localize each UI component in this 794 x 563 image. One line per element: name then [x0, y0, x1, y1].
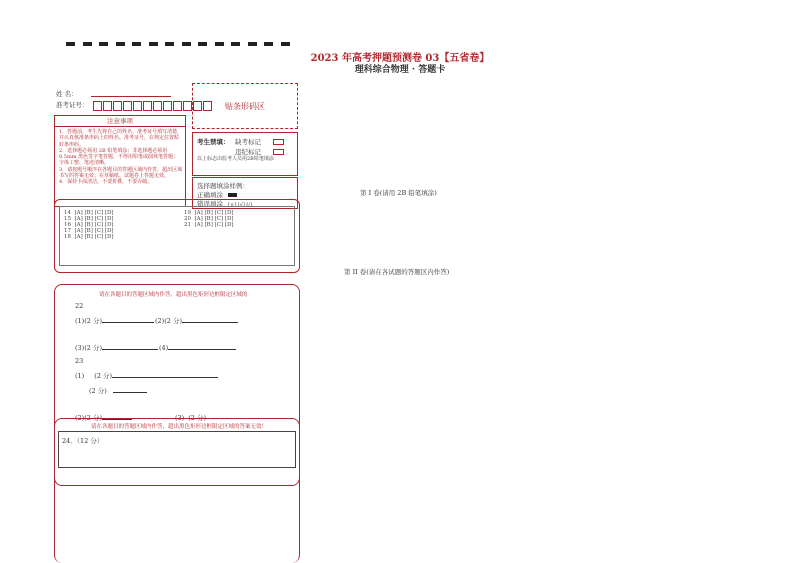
q22-part3: (3)(2 分): [75, 343, 158, 352]
multiple-choice-frame: [54, 199, 300, 273]
barcode-label: 贴条形码区: [225, 101, 265, 111]
exam-status-box: [192, 132, 298, 176]
page-title: 2023 年高考押题预测卷 03【五省卷】: [310, 53, 490, 64]
q24-answer-box[interactable]: [58, 431, 296, 468]
answer-frame-24: [54, 418, 300, 563]
answer-blank[interactable]: [168, 343, 236, 350]
mc-right-column: [184, 210, 234, 228]
page-subtitle: 理科综合物理 · 答题卡: [354, 65, 446, 75]
q23-part1: (1) (2 分): [75, 371, 218, 380]
q23-part1c: (2 分): [89, 386, 147, 395]
question-number: 23: [75, 357, 84, 365]
exam-status-note: 以上标志由监考人员用2B铅笔填涂: [197, 156, 274, 162]
notice-body: [59, 129, 183, 186]
q22-part4: (4): [159, 343, 236, 352]
answer-blank[interactable]: [112, 371, 162, 378]
mc-row[interactable]: 14 [A] [B] [C] [D]: [64, 210, 114, 216]
q22-part1: (1)(2 分): [75, 316, 154, 325]
answer-blank[interactable]: [162, 371, 218, 378]
name-field[interactable]: [91, 96, 171, 97]
fill-example-title: 选择题填涂样例：: [197, 182, 249, 190]
notice-item: 1．答题前，考生先将自己的姓名，准考证号填写清楚，并认真核准条形码上的姓名、准考证号，在规定位置贴好条形码。: [59, 129, 183, 148]
correct-fill-sample: [228, 193, 237, 197]
answer-blank[interactable]: [102, 316, 154, 323]
correct-fill-label: 正确填涂: [197, 191, 223, 199]
name-label: 姓 名：: [56, 90, 78, 98]
question-number: 24．: [62, 437, 77, 445]
notice-box: [54, 115, 186, 207]
notice-item: 3．请按题号顺序在各题目的答题区域内作答，超出区域书写的答案无效；在草稿纸、试题卷上答题无效。: [59, 166, 183, 180]
mc-row[interactable]: 21 [A] [B] [C] [D]: [184, 222, 234, 228]
part2-note: 第 II 卷(请在各试题的答题区内作答): [344, 268, 450, 276]
q22-part2: (2)(2 分): [155, 316, 238, 325]
answer-blank[interactable]: [182, 316, 238, 323]
mc-row[interactable]: 20 [A] [B] [C] [D]: [184, 216, 234, 222]
q23-part3: (3) (2 分): [175, 414, 206, 422]
notice-title: 注意事项: [55, 116, 185, 127]
violation-label: 违纪标记: [235, 148, 261, 156]
exam-status-title: 考生禁填：: [197, 138, 230, 146]
answer-blank[interactable]: [102, 343, 158, 350]
answer-blank[interactable]: [113, 386, 147, 393]
question-score: （12 分）: [76, 437, 104, 445]
mc-row[interactable]: 17 [A] [B] [C] [D]: [64, 228, 114, 234]
wrong-fill-label: 错误填涂: [197, 200, 223, 208]
exam-number-label: 准考证号：: [56, 101, 89, 109]
absent-checkbox[interactable]: [273, 139, 284, 145]
mc-row[interactable]: 18 [A] [B] [C] [D]: [64, 234, 114, 240]
mc-row[interactable]: 15 [A] [B] [C] [D]: [64, 216, 114, 222]
q23-part2: (2)(2 分): [75, 413, 132, 422]
mc-row[interactable]: 19 [A] [B] [C] [D]: [184, 210, 234, 216]
answer-instruction: 请在各题目的答题区域内作答，超出黑色矩形边框限定区域的: [99, 292, 248, 298]
part1-note: 第 I 卷(请用 2B 铅笔填涂): [360, 189, 437, 197]
top-dash-marker: [66, 42, 290, 48]
answer-instruction: 请在各题目的答题区域内作答，超出黑色矩形边框限定区域的答案无效！: [91, 424, 268, 430]
wrong-fill-sample: [×] [√] [/]: [228, 202, 253, 208]
barcode-area: [192, 83, 298, 129]
mc-row[interactable]: 16 [A] [B] [C] [D]: [64, 222, 114, 228]
multiple-choice-grid: [59, 206, 295, 266]
violation-checkbox[interactable]: [273, 149, 284, 155]
absent-label: 缺考标记: [235, 138, 261, 146]
question-number: 22: [75, 302, 84, 310]
notice-item: 2．选择题必须用 2B 铅笔填涂；非选择题必须用 0.5mm 黑色签字笔答题，不得用铅笔或圆珠笔答题；字体工整、笔迹清晰。: [59, 147, 179, 167]
mc-left-column: [64, 210, 114, 240]
notice-item: 4．保持卡面清洁，不要折叠，不要弄破。: [59, 179, 153, 186]
